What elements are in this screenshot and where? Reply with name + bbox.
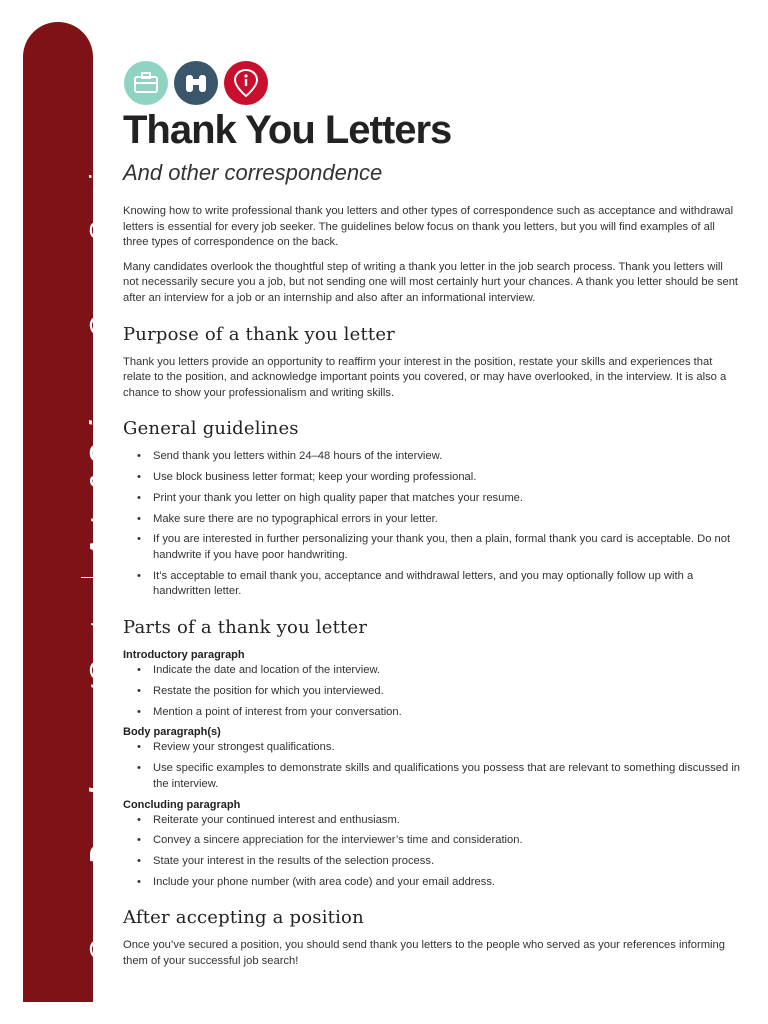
concluding-paragraph-label: Concluding paragraph [123, 798, 241, 811]
purpose-heading: Purpose of a thank you letter [123, 323, 395, 345]
list-item: • State your interest in the results of the selection process. [153, 854, 741, 870]
body-paragraph-list [123, 740, 741, 792]
list-item: • Reiterate your continued interest and enthusiasm. [153, 813, 741, 829]
list-item: • Mention a point of interest from your conversation. [153, 705, 741, 721]
list-item: • Print your thank you letter on high quality paper that matches your resume. [153, 491, 741, 507]
sidebar-development-text: Development [84, 683, 117, 866]
list-item: • Review your strongest qualifications. [153, 740, 741, 756]
guidelines-list [123, 449, 741, 600]
intro-paragraph-2: Many candidates overlook the thoughtful step of writing a thank you letter in the job search process. Thank you letters will not necessarily secure you a job, but not sending one will most certainly hurt your chances. A thank you letter should be sent after an interview for a job or an internship and also after an informational interview. [123, 260, 739, 304]
purpose-text: Thank you letters provide an opportunity to reaffirm your interest in the position, restate your skills and experiences that relate to the position, and acknowledge important points you covered, or may have overlooked, in the interview. It is also a chance to show your professionalism and writing skills. [123, 355, 727, 399]
icon-row [124, 61, 268, 105]
intro-paragraph-label: Introductory paragraph [123, 649, 245, 662]
list-item: • Use block business letter format; keep your wording professional. [153, 470, 741, 486]
main-content [123, 104, 741, 970]
list-item: • It’s acceptable to email thank you, acceptance and withdrawal letters, and you may optionally follow up with a handwritten letter. [153, 569, 741, 600]
info-pin-icon [224, 61, 268, 105]
sidebar-arts-sciences-text: Arts & Sciences [84, 338, 117, 560]
list-item: • Convey a sincere appreciation for the interviewer’s time and consideration. [153, 833, 741, 849]
sidebar-title [81, 82, 121, 962]
sidebar-banner [23, 22, 117, 1002]
list-item: • If you are interested in further personalizing your thank you, then a plain, formal thank you card is acceptable. Do not handwrite if you have poor handwriting. [153, 532, 741, 563]
binoculars-icon [174, 61, 218, 105]
briefcase-icon [124, 61, 168, 105]
after-heading: After accepting a position [123, 907, 364, 929]
list-item: • Indicate the date and location of the interview. [153, 663, 741, 679]
sidebar-center-text: Center [84, 596, 117, 684]
sidebar-career-text: Career [84, 873, 117, 962]
after-text: Once you’ve secured a position, you should send thank you letters to the people who served as your references informing them of your successful job search! [123, 939, 725, 968]
list-item: • Restate the position for which you interviewed. [153, 684, 741, 700]
list-item: • Make sure there are no typographical errors in your letter. [153, 512, 741, 528]
intro-paragraph-1: Knowing how to write professional thank you letters and other types of correspondence such as acceptance and withdrawal letters is essential for every job seeker. The guidelines below focus on thank you letters, but you will find examples of all three types of correspondence on the back. [123, 205, 734, 249]
page-title: Thank You Letters [123, 108, 452, 152]
guidelines-heading: General guidelines [123, 418, 299, 440]
body-paragraph-label: Body paragraph(s) [123, 726, 221, 739]
list-item: • Include your phone number (with area code) and your email address. [153, 875, 741, 891]
sidebar-career-services-text: Career Services [84, 130, 117, 339]
list-item: • Use specific examples to demonstrate skills and qualifications you possess that are relevant to something discussed in the interview. [153, 761, 741, 792]
concluding-paragraph-list [123, 813, 741, 891]
sidebar-divider [81, 577, 121, 578]
intro-paragraph-list [123, 663, 741, 720]
page-subtitle: And other correspondence [123, 160, 383, 185]
list-item: • Send thank you letters within 24–48 hours of the interview. [153, 449, 741, 465]
parts-heading: Parts of a thank you letter [123, 617, 368, 639]
